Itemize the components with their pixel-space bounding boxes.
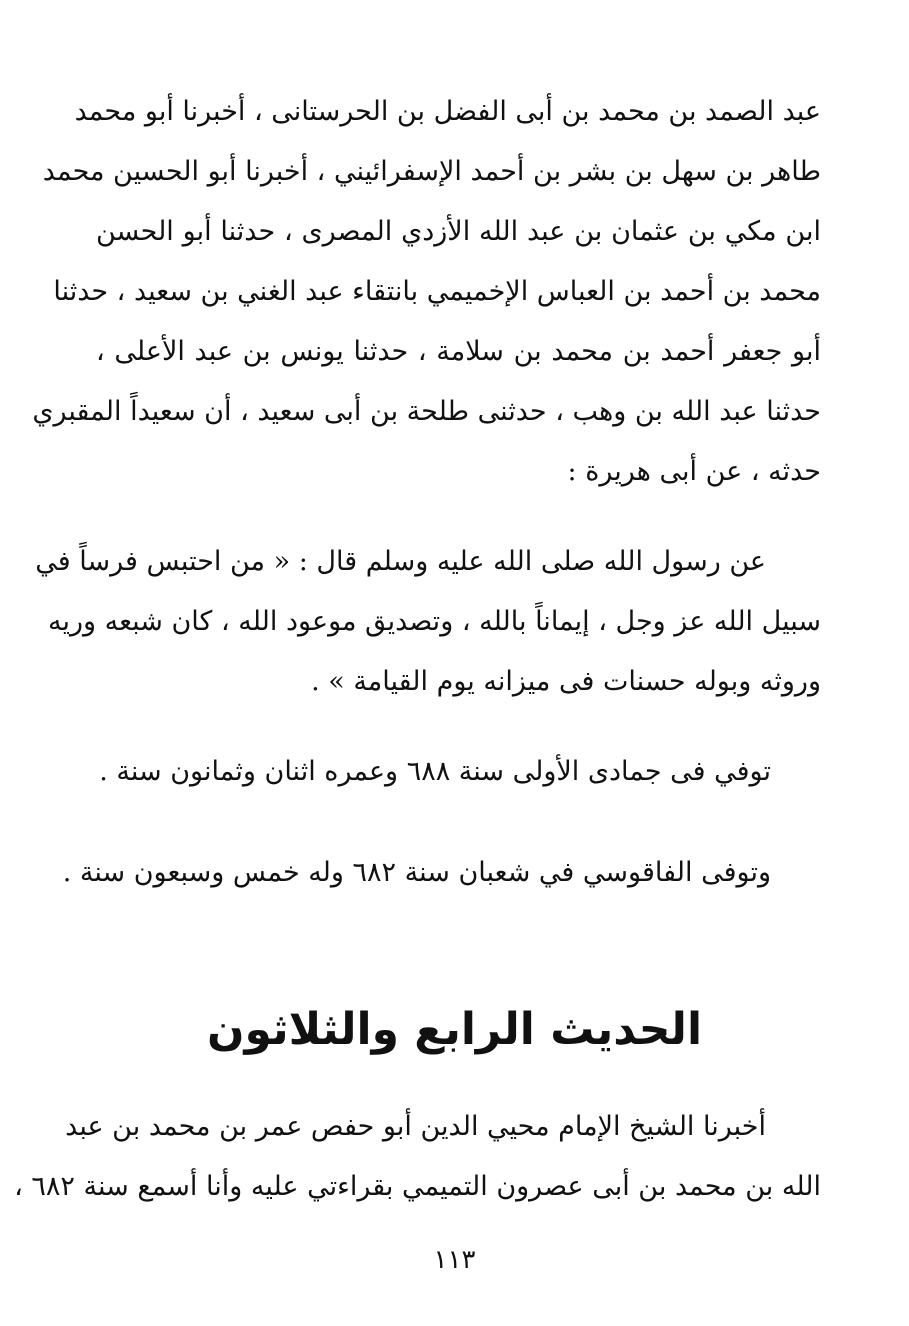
text-line: توفي فى جمادى الأولى سنة ٦٨٨ وعمره اثنان وثمانون سنة .: [99, 756, 771, 787]
text-line: عن رسول الله صلى الله عليه وسلم قال : « من احتبس فرساً في: [35, 546, 766, 577]
death-note-paragraph: [96, 742, 771, 802]
text-line: ابن مكي بن عثمان بن عبد الله الأزدي المصرى ، حدثنا أبو الحسن: [96, 216, 821, 247]
text-line: محمد بن أحمد بن العباس الإخميمي بانتقاء عبد الغني بن سعيد ، حدثنا: [53, 276, 821, 307]
death-note-paragraph: [62, 843, 771, 903]
page-number: ١١٣: [433, 1245, 476, 1275]
text-line: حدثه ، عن أبى هريرة :: [567, 456, 821, 487]
text-line: حدثنا عبد الله بن وهب ، حدثنى طلحة بن أبى سعيد ، أن سعيداً المقبري: [32, 396, 821, 427]
text-line: سبيل الله عز وجل ، إيماناً بالله ، وتصديق موعود الله ، كان شبعه وريه: [47, 606, 821, 637]
text-line: وروثه وبوله حسنات فى ميزانه يوم القيامة » .: [311, 666, 821, 697]
isnad-paragraph: [14, 1097, 821, 1217]
text-line: طاهر بن سهل بن بشر بن أحمد الإسفرائيني ، أخبرنا أبو الحسين محمد: [42, 156, 821, 187]
text-line: الله بن محمد بن أبى عصرون التميمي بقراءتي عليه وأنا أسمع سنة ٦٨٢ ،: [14, 1171, 821, 1202]
isnad-paragraph: [32, 82, 821, 502]
text-line: عبد الصمد بن محمد بن أبى الفضل بن الحرستانى ، أخبرنا أبو محمد: [74, 96, 821, 127]
text-line: أبو جعفر أحمد بن محمد بن سلامة ، حدثنا يونس بن عبد الأعلى ،: [96, 336, 821, 367]
text-line: أخبرنا الشيخ الإمام محيي الدين أبو حفص عمر بن محمد بن عبد: [65, 1111, 766, 1142]
hadith-text-paragraph: [35, 532, 821, 712]
section-heading: الحديث الرابع والثلاثون: [206, 1004, 703, 1055]
text-line: وتوفى الفاقوسي في شعبان سنة ٦٨٢ وله خمس وسبعون سنة .: [62, 857, 771, 888]
